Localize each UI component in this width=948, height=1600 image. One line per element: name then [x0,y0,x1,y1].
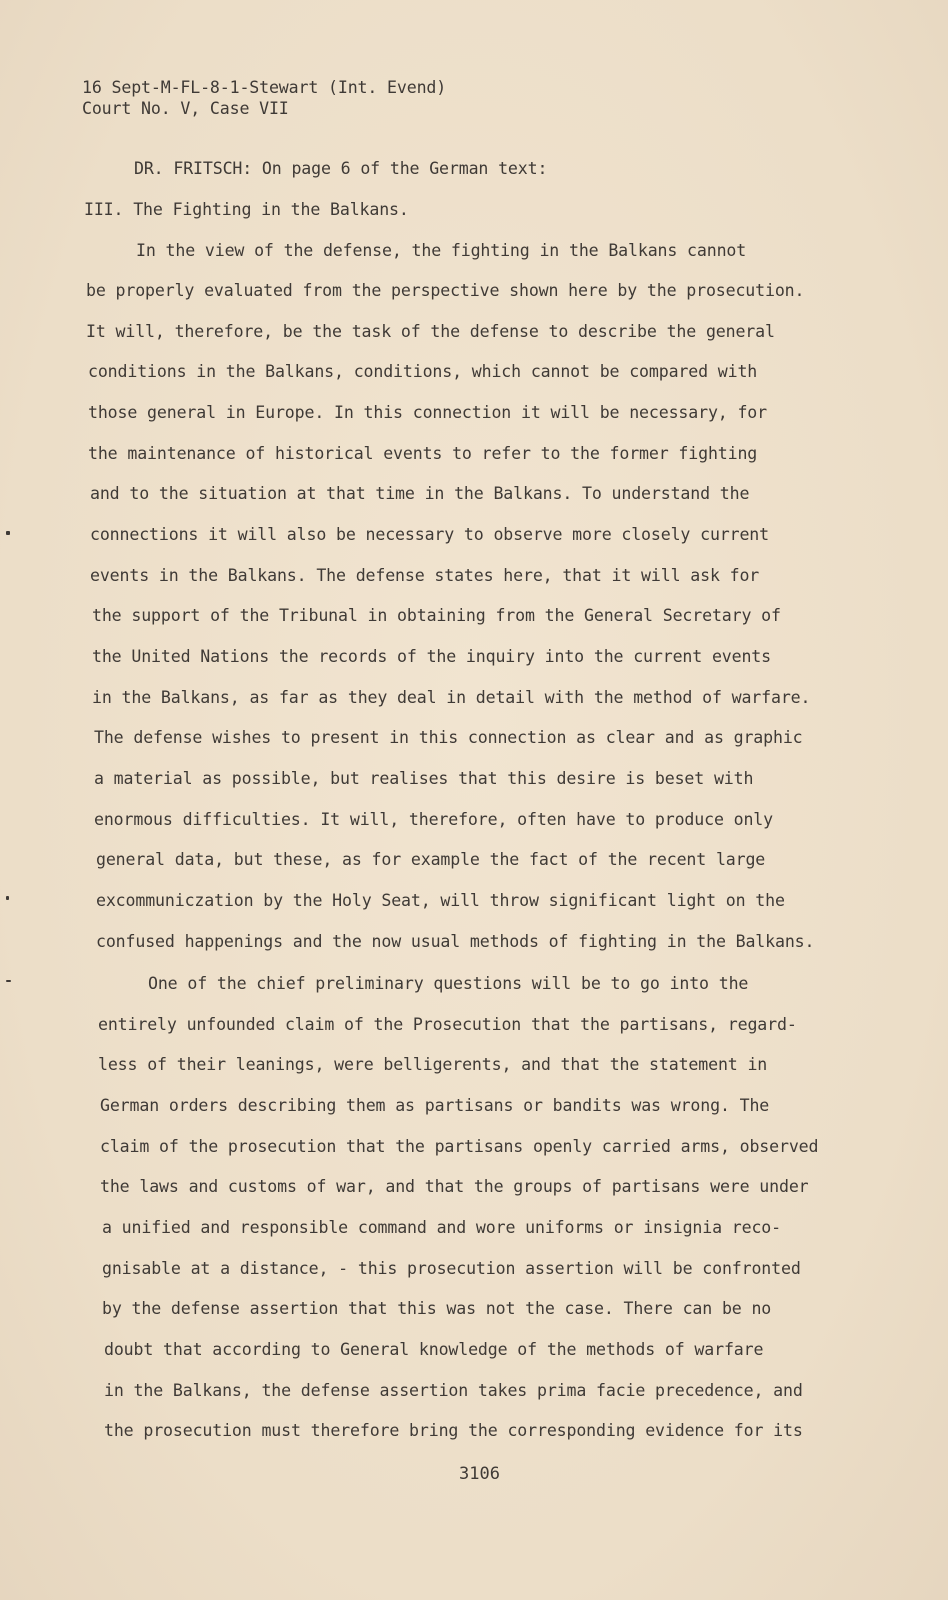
page-number: 3106 [459,1464,500,1484]
text-line: The defense wishes to present in this connection as clear and as graphic [94,728,803,747]
text-line: enormous difficulties. It will, therefore, often have to produce only [94,810,773,829]
text-line: It will, therefore, be the task of the defense to describe the general [86,322,775,341]
text-line: excommuniczation by the Holy Seat, will throw significant light on the [96,891,785,910]
text-line: and to the situation at that time in the Balkans. To understand the [90,484,750,503]
text-line: the support of the Tribunal in obtaining from the General Secretary of [92,606,781,625]
text-line: those general in Europe. In this connection it will be necessary, for [88,403,767,422]
text-line: events in the Balkans. The defense states here, that it will ask for [90,566,760,585]
text-line: conditions in the Balkans, conditions, which cannot be compared with [88,362,758,381]
text-line: In the view of the defense, the fighting in the Balkans cannot [136,241,747,260]
text-line: the United Nations the records of the inquiry into the current events [92,647,771,666]
text-line: One of the chief preliminary questions will be to go into the [148,974,749,993]
text-line: in the Balkans, as far as they deal in detail with the method of warfare. [92,688,811,707]
text-line: less of their leanings, were belligerents, and that the statement in [98,1055,768,1074]
text-line: the maintenance of historical events to refer to the former fighting [88,444,758,463]
text-line: entirely unfounded claim of the Prosecution that the partisans, regard- [98,1015,797,1034]
section-title: III. The Fighting in the Balkans. [84,200,409,219]
text-line: German orders describing them as partisans or bandits was wrong. The [100,1096,770,1115]
text-line: connections it will also be necessary to observe more closely current [90,525,769,544]
text-line: claim of the prosecution that the partisans openly carried arms, observed [100,1137,819,1156]
text-line: confused happenings and the now usual methods of fighting in the Balkans. [96,932,815,951]
text-line: gnisable at a distance, - this prosecution assertion will be confronted [102,1259,801,1278]
text-line: a unified and responsible command and wore uniforms or insignia reco- [102,1218,781,1237]
text-line: general data, but these, as for example the fact of the recent large [96,850,766,869]
text-line: be properly evaluated from the perspective shown here by the prosecution. [86,281,805,300]
intro-line: DR. FRITSCH: On page 6 of the German text: [134,159,548,178]
margin-mark [6,531,10,535]
text-line: a material as possible, but realises that this desire is beset with [94,769,754,788]
margin-mark [6,980,11,982]
text-line: doubt that according to General knowledge of the methods of warfare [104,1340,764,1359]
margin-mark [6,896,9,900]
header-line-1: 16 Sept-M-FL-8-1-Stewart (Int. Evend) [82,78,447,97]
text-line: the prosecution must therefore bring the corresponding evidence for its [104,1421,803,1440]
text-line: in the Balkans, the defense assertion takes prima facie precedence, and [104,1381,803,1400]
text-line: the laws and customs of war, and that the groups of partisans were under [100,1177,809,1196]
header-line-2: Court No. V, Case VII [82,99,289,118]
text-line: by the defense assertion that this was not the case. There can be no [102,1299,772,1318]
